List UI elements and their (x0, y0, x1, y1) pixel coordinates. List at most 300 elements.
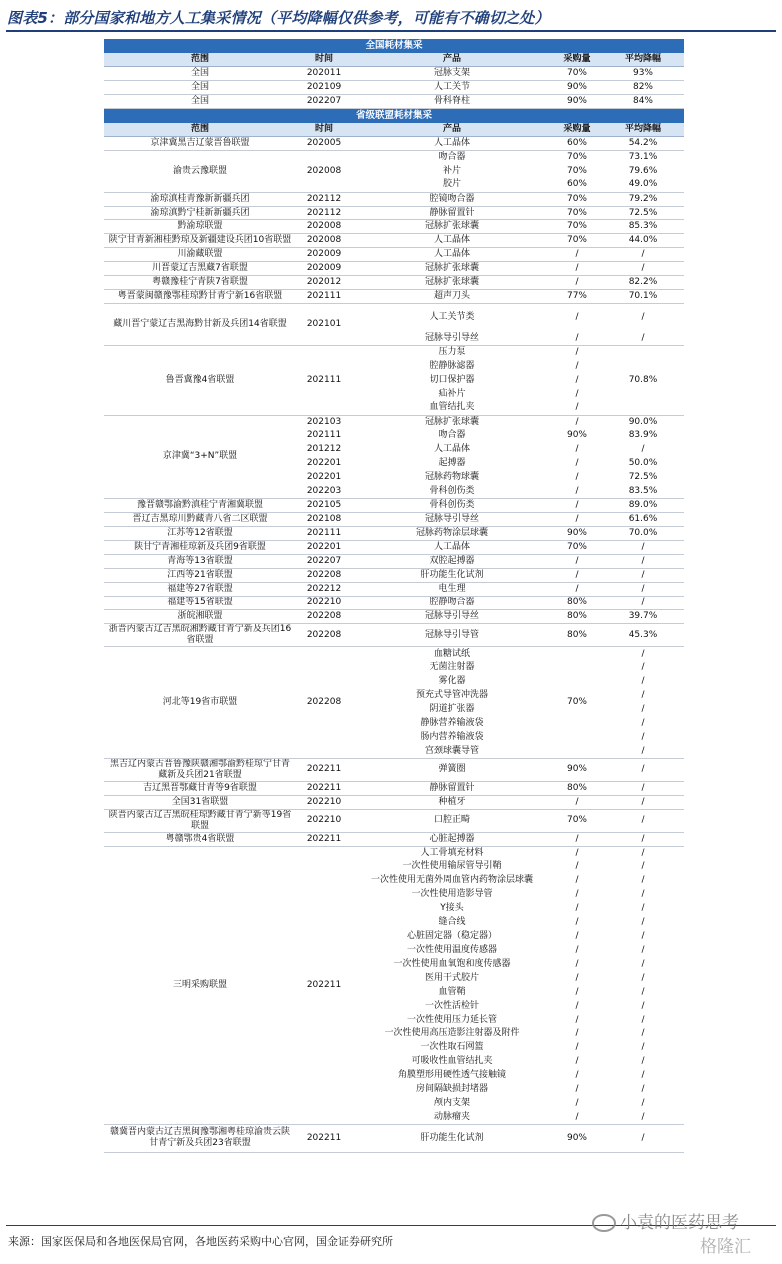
time-cell: 202210 (296, 809, 352, 832)
volume-cell: 70% (552, 192, 602, 206)
drop-cell: / (641, 704, 645, 715)
volume-cell: 60% (552, 136, 602, 150)
scope-cell: 粤晋蒙闽赣豫鄂桂琼黔甘青宁新16省联盟 (104, 290, 296, 304)
time-cell: 202009 (296, 248, 352, 262)
product-cell: 肝功能生化试剂 (352, 1124, 552, 1152)
product-cell: 冠脉扩张球囊 (424, 416, 479, 427)
drop-cell: / (641, 931, 645, 941)
product-cell: 冠脉扩张球囊 (352, 276, 552, 290)
product-cell: 一次性使用压力延长管 (406, 1014, 497, 1025)
drop-cell: 70.1% (602, 290, 684, 304)
volume-cell: 60% (552, 178, 602, 192)
scope-cell: 陕甘宁青湘桂琼新及兵团9省联盟 (104, 540, 296, 554)
time-cell: 202008 (296, 220, 352, 234)
volume-cell: / (575, 847, 579, 858)
watermark-text: 小袁的医药思考 (620, 1213, 739, 1233)
drop-cell: / (641, 1042, 645, 1053)
drop-cell: 49.0% (602, 178, 684, 192)
time-cell: 202201 (306, 472, 342, 483)
product-cell: 心脏起搏器 (352, 832, 552, 846)
scope-cell: 渝琼滇黔宁桂新新疆兵团 (104, 206, 296, 220)
volume-cell: / (575, 944, 579, 955)
scope-cell: 赣冀晋内蒙古辽吉黑闽豫鄂湘粤桂琼渝贵云陕甘青宁新及兵团23省联盟 (104, 1124, 296, 1152)
table-row (104, 248, 684, 262)
volume-cell: / (552, 1111, 602, 1125)
drop-cell: 39.7% (602, 610, 684, 624)
drop-cell: / (602, 1124, 684, 1152)
table-row (104, 596, 684, 610)
drop-cell: / (641, 944, 645, 955)
volume-cell: 70% (552, 234, 602, 248)
product-cell: 超声刀头 (352, 290, 552, 304)
product-cell: 一次性取石网篮 (420, 1042, 484, 1053)
drop-cell: / (602, 582, 684, 596)
product-cell: 一次性使用无菌外周血管内药物涂层球囊 (370, 875, 533, 886)
scope-cell: 粤赣豫桂宁青陕7省联盟 (104, 276, 296, 290)
column-header: 时间 (296, 123, 352, 137)
product-cell: 血管结扎夹 (352, 401, 552, 415)
time-cell: 202211 (296, 781, 352, 795)
drop-cell: / (641, 875, 645, 886)
volume-cell: / (552, 582, 602, 596)
volume-cell: / (575, 1084, 579, 1095)
drop-cell: 45.3% (602, 624, 684, 647)
drop-cell: / (602, 248, 684, 262)
table-row (104, 150, 684, 164)
drop-cell: 85.3% (602, 220, 684, 234)
drop-cell: / (641, 1070, 645, 1081)
table-row (104, 582, 684, 596)
time-cell: 202211 (296, 758, 352, 781)
product-cell: 冠脉药物球囊 (424, 472, 479, 483)
scope-cell: 三明采购联盟 (104, 846, 296, 1124)
drop-cell: / (602, 262, 684, 276)
product-cell: 冠脉扩张球囊 (352, 220, 552, 234)
scope-cell: 粤赣鄂贵4省联盟 (104, 832, 296, 846)
drop-cell: 61.6% (602, 513, 684, 527)
volume-cell: / (575, 931, 579, 941)
product-cell: 补片 (442, 165, 461, 176)
drop-cell: 84% (602, 95, 684, 109)
product-cell: 一次性使用高压造影注射器及附件 (384, 1028, 520, 1039)
scope-cell: 全国 (104, 81, 296, 95)
time-cell: 202111 (306, 430, 342, 441)
volume-cell: / (552, 401, 602, 415)
table-row (104, 1124, 684, 1152)
scope-cell: 全国 (104, 67, 296, 81)
scope-cell: 江苏等12省联盟 (104, 526, 296, 540)
table-row (104, 136, 684, 150)
product-cell: 人工关节类 (429, 312, 475, 323)
volume-cell: / (575, 444, 579, 455)
product-cell: 骨科创伤类 (352, 499, 552, 513)
column-header: 时间 (296, 53, 352, 67)
product-cell: 可吸收性血管结扎夹 (411, 1056, 493, 1067)
scope-cell: 全国 (104, 95, 296, 109)
volume-cell: 80% (552, 596, 602, 610)
product-cell: 静脉营养输液袋 (420, 717, 484, 728)
scope-cell: 青海等13省联盟 (104, 554, 296, 568)
watermark-brand: 格隆汇 (700, 1237, 751, 1257)
volume-cell: / (575, 889, 579, 900)
product-cell: 骨科脊柱 (352, 95, 552, 109)
product-cell: 宫颈球囊导管 (352, 744, 552, 758)
volume-cell: / (575, 1056, 579, 1067)
product-cell: 一次性使用输尿管导引鞘 (402, 861, 502, 872)
time-cell: 202207 (296, 95, 352, 109)
volume-cell: / (575, 347, 579, 358)
volume-cell: / (575, 875, 579, 886)
time-cell: 202005 (296, 136, 352, 150)
scope-cell: 晋辽吉黑琼川黔藏青八省二区联盟 (104, 513, 296, 527)
drop-cell: / (641, 1000, 645, 1011)
drop-cell: / (641, 1084, 645, 1095)
drop-cell: 72.5% (602, 206, 684, 220)
time-cell: 202111 (296, 290, 352, 304)
volume-cell: / (575, 903, 579, 914)
time-cell: 202008 (296, 150, 352, 192)
table-row (104, 345, 684, 359)
product-cell: 腔静脉滤器 (429, 360, 475, 371)
volume-cell: / (552, 513, 602, 527)
volume-cell: 90% (566, 430, 587, 441)
product-cell: 冠脉扩张球囊 (352, 262, 552, 276)
volume-cell: 90% (552, 526, 602, 540)
drop-cell: 79.6% (628, 165, 658, 176)
product-cell: 房间隔缺损封堵器 (415, 1084, 488, 1095)
time-cell: 202211 (296, 1124, 352, 1152)
scope-cell: 福建等15省联盟 (104, 596, 296, 610)
drop-cell: 50.0% (628, 458, 658, 469)
volume-cell: / (575, 986, 579, 997)
volume-cell: / (575, 1070, 579, 1081)
product-cell: 预充式导管冲洗器 (415, 690, 488, 701)
volume-cell: 90% (552, 95, 602, 109)
volume-cell: / (575, 958, 579, 969)
column-header: 采购量 (552, 53, 602, 67)
product-cell: 人工晶体 (352, 234, 552, 248)
table-row (104, 234, 684, 248)
table-row (104, 67, 684, 81)
table-row (104, 846, 684, 860)
time-cell: 202105 (296, 499, 352, 513)
time-cell: 202212 (296, 582, 352, 596)
time-cell: 202111 (296, 526, 352, 540)
scope-cell: 豫晋赣鄂渝黔滇桂宁青湘冀联盟 (104, 499, 296, 513)
table-row (104, 513, 684, 527)
drop-cell: 72.5% (628, 472, 658, 483)
product-cell: 骨科创伤类 (352, 485, 552, 499)
scope-cell: 川晋蒙辽吉黑藏7省联盟 (104, 262, 296, 276)
volume-cell: / (575, 360, 579, 371)
scope-cell: 吉辽黑晋鄂藏甘青等9省联盟 (104, 781, 296, 795)
drop-cell: / (602, 596, 684, 610)
drop-cell: 90.0% (628, 416, 658, 427)
drop-cell: 82% (602, 81, 684, 95)
time-cell: 202211 (296, 846, 352, 1124)
volume-cell: 70% (552, 540, 602, 554)
scope-cell: 京津冀黑吉辽蒙晋鲁联盟 (104, 136, 296, 150)
product-cell: 肠内营养输液袋 (420, 731, 484, 742)
drop-cell: / (641, 958, 645, 969)
table-row (104, 206, 684, 220)
scope-cell: 全国31省联盟 (104, 795, 296, 809)
table-row (104, 610, 684, 624)
drop-cell: / (602, 1111, 684, 1125)
volume-cell: / (575, 1028, 579, 1039)
table-row (104, 647, 684, 661)
product-cell: 人工晶体 (433, 444, 470, 455)
table-row (104, 304, 684, 332)
drop-cell: / (641, 861, 645, 872)
volume-cell: 77% (552, 290, 602, 304)
volume-cell: / (575, 1014, 579, 1025)
volume-cell: 80% (552, 624, 602, 647)
column-header: 采购量 (552, 123, 602, 137)
product-cell: 无菌注射器 (429, 662, 475, 673)
volume-cell: / (552, 499, 602, 513)
volume-cell: / (552, 262, 602, 276)
column-header: 范围 (104, 123, 296, 137)
drop-cell: 44.0% (602, 234, 684, 248)
time-cell: 202012 (296, 276, 352, 290)
table-row (104, 276, 684, 290)
product-cell: 血管鞘 (438, 986, 466, 997)
product-cell: 腔镜吻合器 (352, 192, 552, 206)
product-cell: 血糖试纸 (433, 648, 470, 659)
drop-cell: / (641, 847, 645, 858)
scope-cell: 陕晋内蒙古辽吉黑皖桂琼黔藏甘青宁新等19省联盟 (104, 809, 296, 832)
product-cell: 人工晶体 (352, 248, 552, 262)
product-cell: 颅内支架 (433, 1098, 470, 1109)
product-cell: 电生理 (352, 582, 552, 596)
product-cell: 切口保护器 (429, 374, 475, 385)
drop-cell: 83.9% (628, 430, 658, 441)
column-header: 产品 (352, 53, 552, 67)
drop-cell: / (641, 972, 645, 983)
scope-cell: 黑吉辽内蒙古晋鲁豫陕赣湘鄂渝黔桂琼宁甘青藏新及兵团21省联盟 (104, 758, 296, 781)
volume-cell: / (552, 276, 602, 290)
volume-cell: / (552, 248, 602, 262)
product-cell: 冠脉导引导管 (352, 624, 552, 647)
column-header: 产品 (352, 123, 552, 137)
volume-cell: / (575, 416, 579, 427)
time-cell: 202009 (296, 262, 352, 276)
time-cell: 202201 (306, 458, 342, 469)
time-cell: 202203 (296, 485, 352, 499)
drop-cell: / (641, 986, 645, 997)
scope-cell: 黔渝琼联盟 (104, 220, 296, 234)
scope-cell: 京津冀“3+N”联盟 (104, 415, 296, 499)
volume-cell: 70% (552, 206, 602, 220)
product-cell: 一次性使用血氧饱和度传感器 (393, 958, 511, 969)
table-row (104, 809, 684, 832)
time-cell: 202201 (296, 540, 352, 554)
volume-cell: 70% (552, 220, 602, 234)
table-row (104, 415, 684, 429)
wechat-icon (592, 1214, 616, 1232)
time-cell: 201212 (306, 444, 342, 455)
drop-cell: / (641, 662, 645, 673)
table-row (104, 192, 684, 206)
volume-cell: / (575, 861, 579, 872)
product-cell: 双腔起搏器 (352, 554, 552, 568)
product-cell: 种植牙 (352, 795, 552, 809)
volume-cell: / (552, 332, 602, 346)
product-cell: Y接头 (440, 903, 464, 914)
drop-cell: / (641, 1014, 645, 1025)
drop-cell: / (641, 731, 645, 742)
scope-cell: 藏川晋宁蒙辽吉黑海黔甘新及兵团14省联盟 (104, 304, 296, 346)
drop-cell: 89.0% (602, 499, 684, 513)
product-cell: 冠脉导引导丝 (352, 513, 552, 527)
drop-cell: / (602, 781, 684, 795)
scope-cell: 鲁晋冀豫4省联盟 (104, 345, 296, 415)
volume-cell: 70% (552, 67, 602, 81)
time-cell: 202111 (296, 345, 352, 415)
volume-cell: / (552, 554, 602, 568)
volume-cell: / (575, 1000, 579, 1011)
table-row (104, 290, 684, 304)
time-cell: 202101 (296, 304, 352, 346)
product-cell: 胶片 (352, 178, 552, 192)
time-cell: 202112 (296, 206, 352, 220)
volume-cell: / (552, 568, 602, 582)
product-cell: 吻合器 (438, 430, 466, 441)
volume-cell: / (552, 832, 602, 846)
drop-cell: / (641, 648, 645, 659)
scope-cell: 渝琼滇桂青豫新新疆兵团 (104, 192, 296, 206)
time-cell: 202210 (296, 596, 352, 610)
table-row (104, 781, 684, 795)
figure-title: 图表5：部分国家和地方人工集采情况（平均降幅仅供参考，可能有不确切之处） (7, 9, 550, 27)
table-row (104, 540, 684, 554)
time-cell: 202011 (296, 67, 352, 81)
volume-cell: / (575, 458, 579, 469)
drop-cell: / (602, 744, 684, 758)
product-cell: 医用干式胶片 (424, 972, 479, 983)
product-cell: 阴道扩张器 (429, 704, 475, 715)
volume-cell: 90% (552, 758, 602, 781)
time-cell: 202208 (296, 568, 352, 582)
drop-cell: / (602, 809, 684, 832)
drop-cell: / (641, 1028, 645, 1039)
table-row (104, 568, 684, 582)
product-cell: 吻合器 (438, 152, 466, 163)
table-row (104, 526, 684, 540)
product-cell: 动脉瘤夹 (352, 1111, 552, 1125)
product-cell: 冠脉药物涂层球囊 (352, 526, 552, 540)
drop-cell: / (641, 717, 645, 728)
product-cell: 一次性使用造影导管 (411, 889, 493, 900)
time-cell: 202112 (296, 192, 352, 206)
volume-cell: 70% (552, 809, 602, 832)
product-cell: 腔静吻合器 (352, 596, 552, 610)
time-cell: 202207 (296, 554, 352, 568)
time-cell: 202208 (296, 624, 352, 647)
time-cell: 202211 (296, 832, 352, 846)
product-cell: 静脉留置针 (352, 206, 552, 220)
scope-cell: 河北等19省市联盟 (104, 647, 296, 758)
drop-cell: / (602, 540, 684, 554)
drop-cell: / (602, 554, 684, 568)
product-cell: 静脉留置针 (352, 781, 552, 795)
volume-cell: 80% (552, 610, 602, 624)
volume-cell: 90% (552, 81, 602, 95)
drop-cell: / (641, 889, 645, 900)
product-cell: 冠脉导引导丝 (352, 332, 552, 346)
drop-cell: / (641, 903, 645, 914)
time-cell: 202103 (306, 416, 342, 427)
drop-cell: / (641, 1098, 645, 1109)
volume-cell: 70% (566, 165, 587, 176)
volume-cell: / (552, 485, 602, 499)
product-cell: 人工关节 (352, 81, 552, 95)
drop-cell: 73.1% (628, 152, 658, 163)
section-header-provincial: 省级联盟耗材集采 (104, 109, 684, 123)
product-cell: 缝合线 (438, 917, 466, 928)
time-cell: 202008 (296, 234, 352, 248)
product-cell: 冠脉支架 (352, 67, 552, 81)
time-cell: 202108 (296, 513, 352, 527)
drop-cell: / (641, 312, 645, 323)
section-header-national: 全国耗材集采 (104, 39, 684, 53)
scope-cell: 陕宁甘青新湘桂黔琼及新疆建设兵团10省联盟 (104, 234, 296, 248)
source-note: 来源：国家医保局和各地医保局官网，各地医药采购中心官网，国金证券研究所 (8, 1235, 393, 1248)
drop-cell: / (641, 676, 645, 687)
product-cell: 人工骨填充材料 (420, 847, 484, 858)
product-cell: 冠脉导引导丝 (352, 610, 552, 624)
drop-cell: 54.2% (602, 136, 684, 150)
time-cell: 202208 (296, 647, 352, 758)
table-row (104, 624, 684, 647)
volume-cell: 70% (552, 647, 602, 758)
product-cell: 一次性使用温度传感器 (406, 944, 497, 955)
drop-cell: / (641, 690, 645, 701)
table-row (104, 95, 684, 109)
column-header: 平均降幅 (602, 123, 684, 137)
watermark (592, 1208, 739, 1233)
volume-cell: 80% (552, 781, 602, 795)
table-row (104, 758, 684, 781)
volume-cell: / (575, 1098, 579, 1109)
drop-cell: 70.8% (602, 345, 684, 415)
product-cell: 起搏器 (438, 458, 466, 469)
product-cell: 人工晶体 (352, 540, 552, 554)
product-cell: 一次性活检针 (424, 1000, 479, 1011)
scope-cell: 川渝藏联盟 (104, 248, 296, 262)
scope-cell: 浙晋内蒙古辽吉黑皖湘黔藏甘青宁新及兵团16省联盟 (104, 624, 296, 647)
table-row (104, 832, 684, 846)
column-header: 平均降幅 (602, 53, 684, 67)
column-header: 范围 (104, 53, 296, 67)
drop-cell: / (602, 568, 684, 582)
volume-cell: / (552, 795, 602, 809)
volume-cell: / (575, 917, 579, 928)
drop-cell: 70.0% (602, 526, 684, 540)
product-cell: 角膜塑形用硬性透气接触镜 (397, 1070, 506, 1081)
product-cell: 口腔正畸 (352, 809, 552, 832)
drop-cell: 79.2% (602, 192, 684, 206)
time-cell: 202208 (296, 610, 352, 624)
drop-cell: / (602, 832, 684, 846)
drop-cell: 93% (602, 67, 684, 81)
volume-cell: / (575, 472, 579, 483)
drop-cell: / (602, 758, 684, 781)
drop-cell: / (602, 795, 684, 809)
drop-cell: 83.5% (602, 485, 684, 499)
title-rule (6, 30, 776, 32)
